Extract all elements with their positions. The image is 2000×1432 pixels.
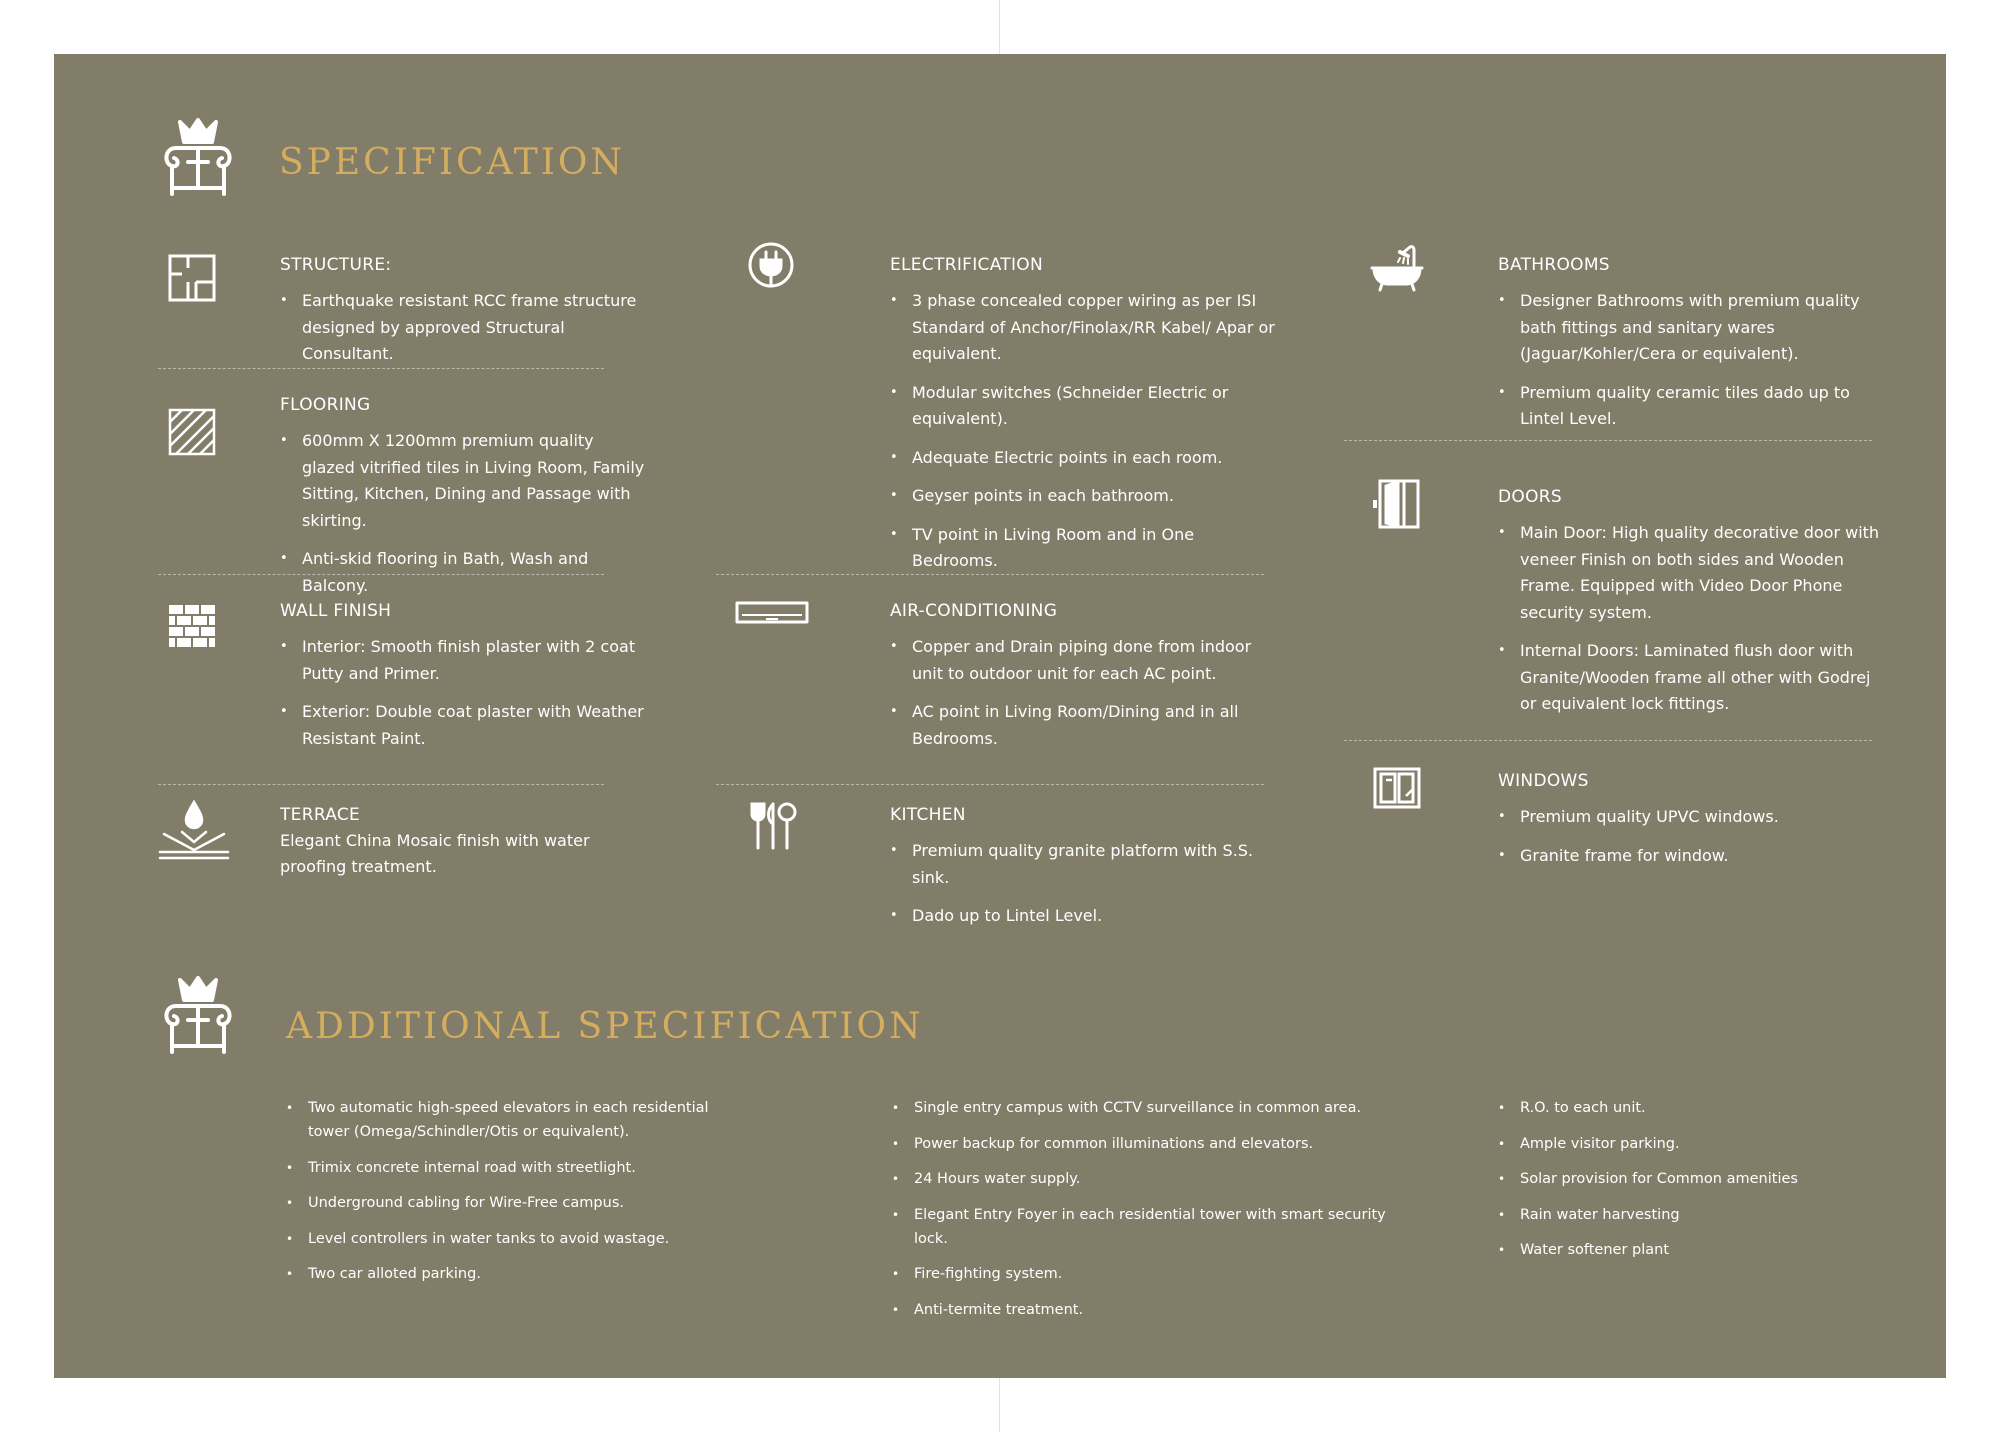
electrification-list [890,288,1280,575]
list-item: • Anti-skid flooring in Bath, Wash and Balcony. [280,546,650,599]
tiles-icon [166,406,218,458]
list-item: • Adequate Electric points in each room. [890,445,1280,472]
air-conditioner-icon [734,598,810,628]
windows-list [1498,804,1888,869]
list-item: • Main Door: High quality decorative door with veneer Finish on both sides and Wooden Frame. Equipped with Video Door Phone security system. [1498,520,1888,626]
specification-panel [54,54,1946,1378]
page-fold-top [999,0,1000,54]
list-item: • Geyser points in each bathroom. [890,483,1280,510]
air-conditioning-title: AIR-CONDITIONING [890,601,1058,621]
page-fold-bottom [999,1378,1000,1432]
wall-finish-list [280,634,660,752]
flooring-title: FLOORING [280,395,371,415]
list-item: • Power backup for common illuminations and elevators. [892,1132,1412,1156]
kitchen-title: KITCHEN [890,805,966,825]
list-item: • 24 Hours water supply. [892,1167,1412,1191]
door-icon [1372,478,1424,530]
list-item: • Anti-termite treatment. [892,1298,1412,1322]
list-item: • Single entry campus with CCTV surveillance in common area. [892,1096,1412,1120]
list-item: • Ample visitor parking. [1498,1132,1878,1156]
list-item: • Granite frame for window. [1498,843,1888,870]
structure-section [280,252,650,380]
additional-list-col3 [1498,1096,1878,1274]
divider [716,574,1264,575]
list-item: • Fire-fighting system. [892,1262,1412,1286]
divider [158,368,604,369]
crown-armchair-logo-icon [158,116,238,196]
doors-title: DOORS [1498,487,1562,507]
list-item: • Underground cabling for Wire-Free campus. [286,1191,746,1215]
floor-plan-icon [166,252,218,304]
doors-list [1498,520,1888,718]
additional-specification-heading: ADDITIONAL SPECIFICATION [286,1006,924,1047]
doors-section [1498,484,1888,730]
air-conditioning-list [890,634,1280,752]
terrace-section [280,802,660,880]
brick-wall-icon [166,602,218,654]
list-item: • Internal Doors: Laminated flush door with Granite/Wooden frame all other with Godrej or equivalent lock fittings. [1498,638,1888,718]
electrification-title: ELECTRIFICATION [890,255,1044,275]
terrace-text: Elegant China Mosaic finish with water proofing treatment. [280,831,590,876]
wall-finish-title: WALL FINISH [280,601,392,621]
list-item: • Premium quality UPVC windows. [1498,804,1888,831]
bathrooms-list [1498,288,1888,433]
list-item: • Trimix concrete internal road with streetlight. [286,1156,746,1180]
list-item: • Copper and Drain piping done from indoor unit to outdoor unit for each AC point. [890,634,1280,687]
electrification-section [890,252,1280,587]
list-item: • TV point in Living Room and in One Bedrooms. [890,522,1280,575]
list-item: • Rain water harvesting [1498,1203,1878,1227]
list-item: • AC point in Living Room/Dining and in all Bedrooms. [890,699,1280,752]
bathtub-shower-icon [1370,244,1424,292]
list-item: • Solar provision for Common amenities [1498,1167,1878,1191]
waterproofing-drop-icon [158,800,230,862]
structure-title: STRUCTURE: [280,255,392,275]
specification-heading: SPECIFICATION [279,142,625,183]
bathrooms-section [1498,252,1888,445]
list-item: • Modular switches (Schneider Electric or equivalent). [890,380,1280,433]
list-item: • Dado up to Lintel Level. [890,903,1290,930]
list-item: • Premium quality granite platform with S.S. sink. [890,838,1290,891]
list-item: • Premium quality ceramic tiles dado up to Lintel Level. [1498,380,1888,433]
divider [1344,440,1872,441]
windows-section [1498,768,1888,881]
divider [716,784,1264,785]
kitchen-utensils-icon [748,800,798,852]
terrace-title: TERRACE [280,805,361,825]
additional-list-col2 [892,1096,1412,1333]
list-item: • Two car alloted parking. [286,1262,746,1286]
structure-list [280,288,650,368]
bathrooms-title: BATHROOMS [1498,255,1610,275]
list-item: • Earthquake resistant RCC frame structure designed by approved Structural Consultant. [280,288,650,368]
list-item: • Interior: Smooth finish plaster with 2 coat Putty and Primer. [280,634,660,687]
list-item: • Water softener plant [1498,1238,1878,1262]
crown-armchair-logo-icon [158,974,238,1054]
kitchen-list [890,838,1290,930]
list-item: • R.O. to each unit. [1498,1096,1878,1120]
list-item: • Two automatic high-speed elevators in each residential tower (Omega/Schindler/Otis or equivalent). [286,1096,746,1144]
air-conditioning-section [890,598,1280,764]
wall-finish-section [280,598,660,764]
list-item: • Elegant Entry Foyer in each residential tower with smart security lock. [892,1203,1412,1251]
window-icon [1372,766,1422,810]
divider [158,574,604,575]
kitchen-section [890,802,1290,942]
list-item: • 3 phase concealed copper wiring as per ISI Standard of Anchor/Finolax/RR Kabel/ Apar or equivalent. [890,288,1280,368]
list-item: • Designer Bathrooms with premium quality bath fittings and sanitary wares (Jaguar/Kohler/Cera or equivalent). [1498,288,1888,368]
plug-icon [746,240,796,290]
list-item: • 600mm X 1200mm premium quality glazed vitrified tiles in Living Room, Family Sitting, Kitchen, Dining and Passage with skirting. [280,428,650,534]
flooring-section [280,392,650,611]
divider [1344,740,1872,741]
list-item: • Exterior: Double coat plaster with Weather Resistant Paint. [280,699,660,752]
list-item: • Level controllers in water tanks to avoid wastage. [286,1227,746,1251]
divider [158,784,604,785]
additional-list-col1 [286,1096,746,1298]
windows-title: WINDOWS [1498,771,1589,791]
